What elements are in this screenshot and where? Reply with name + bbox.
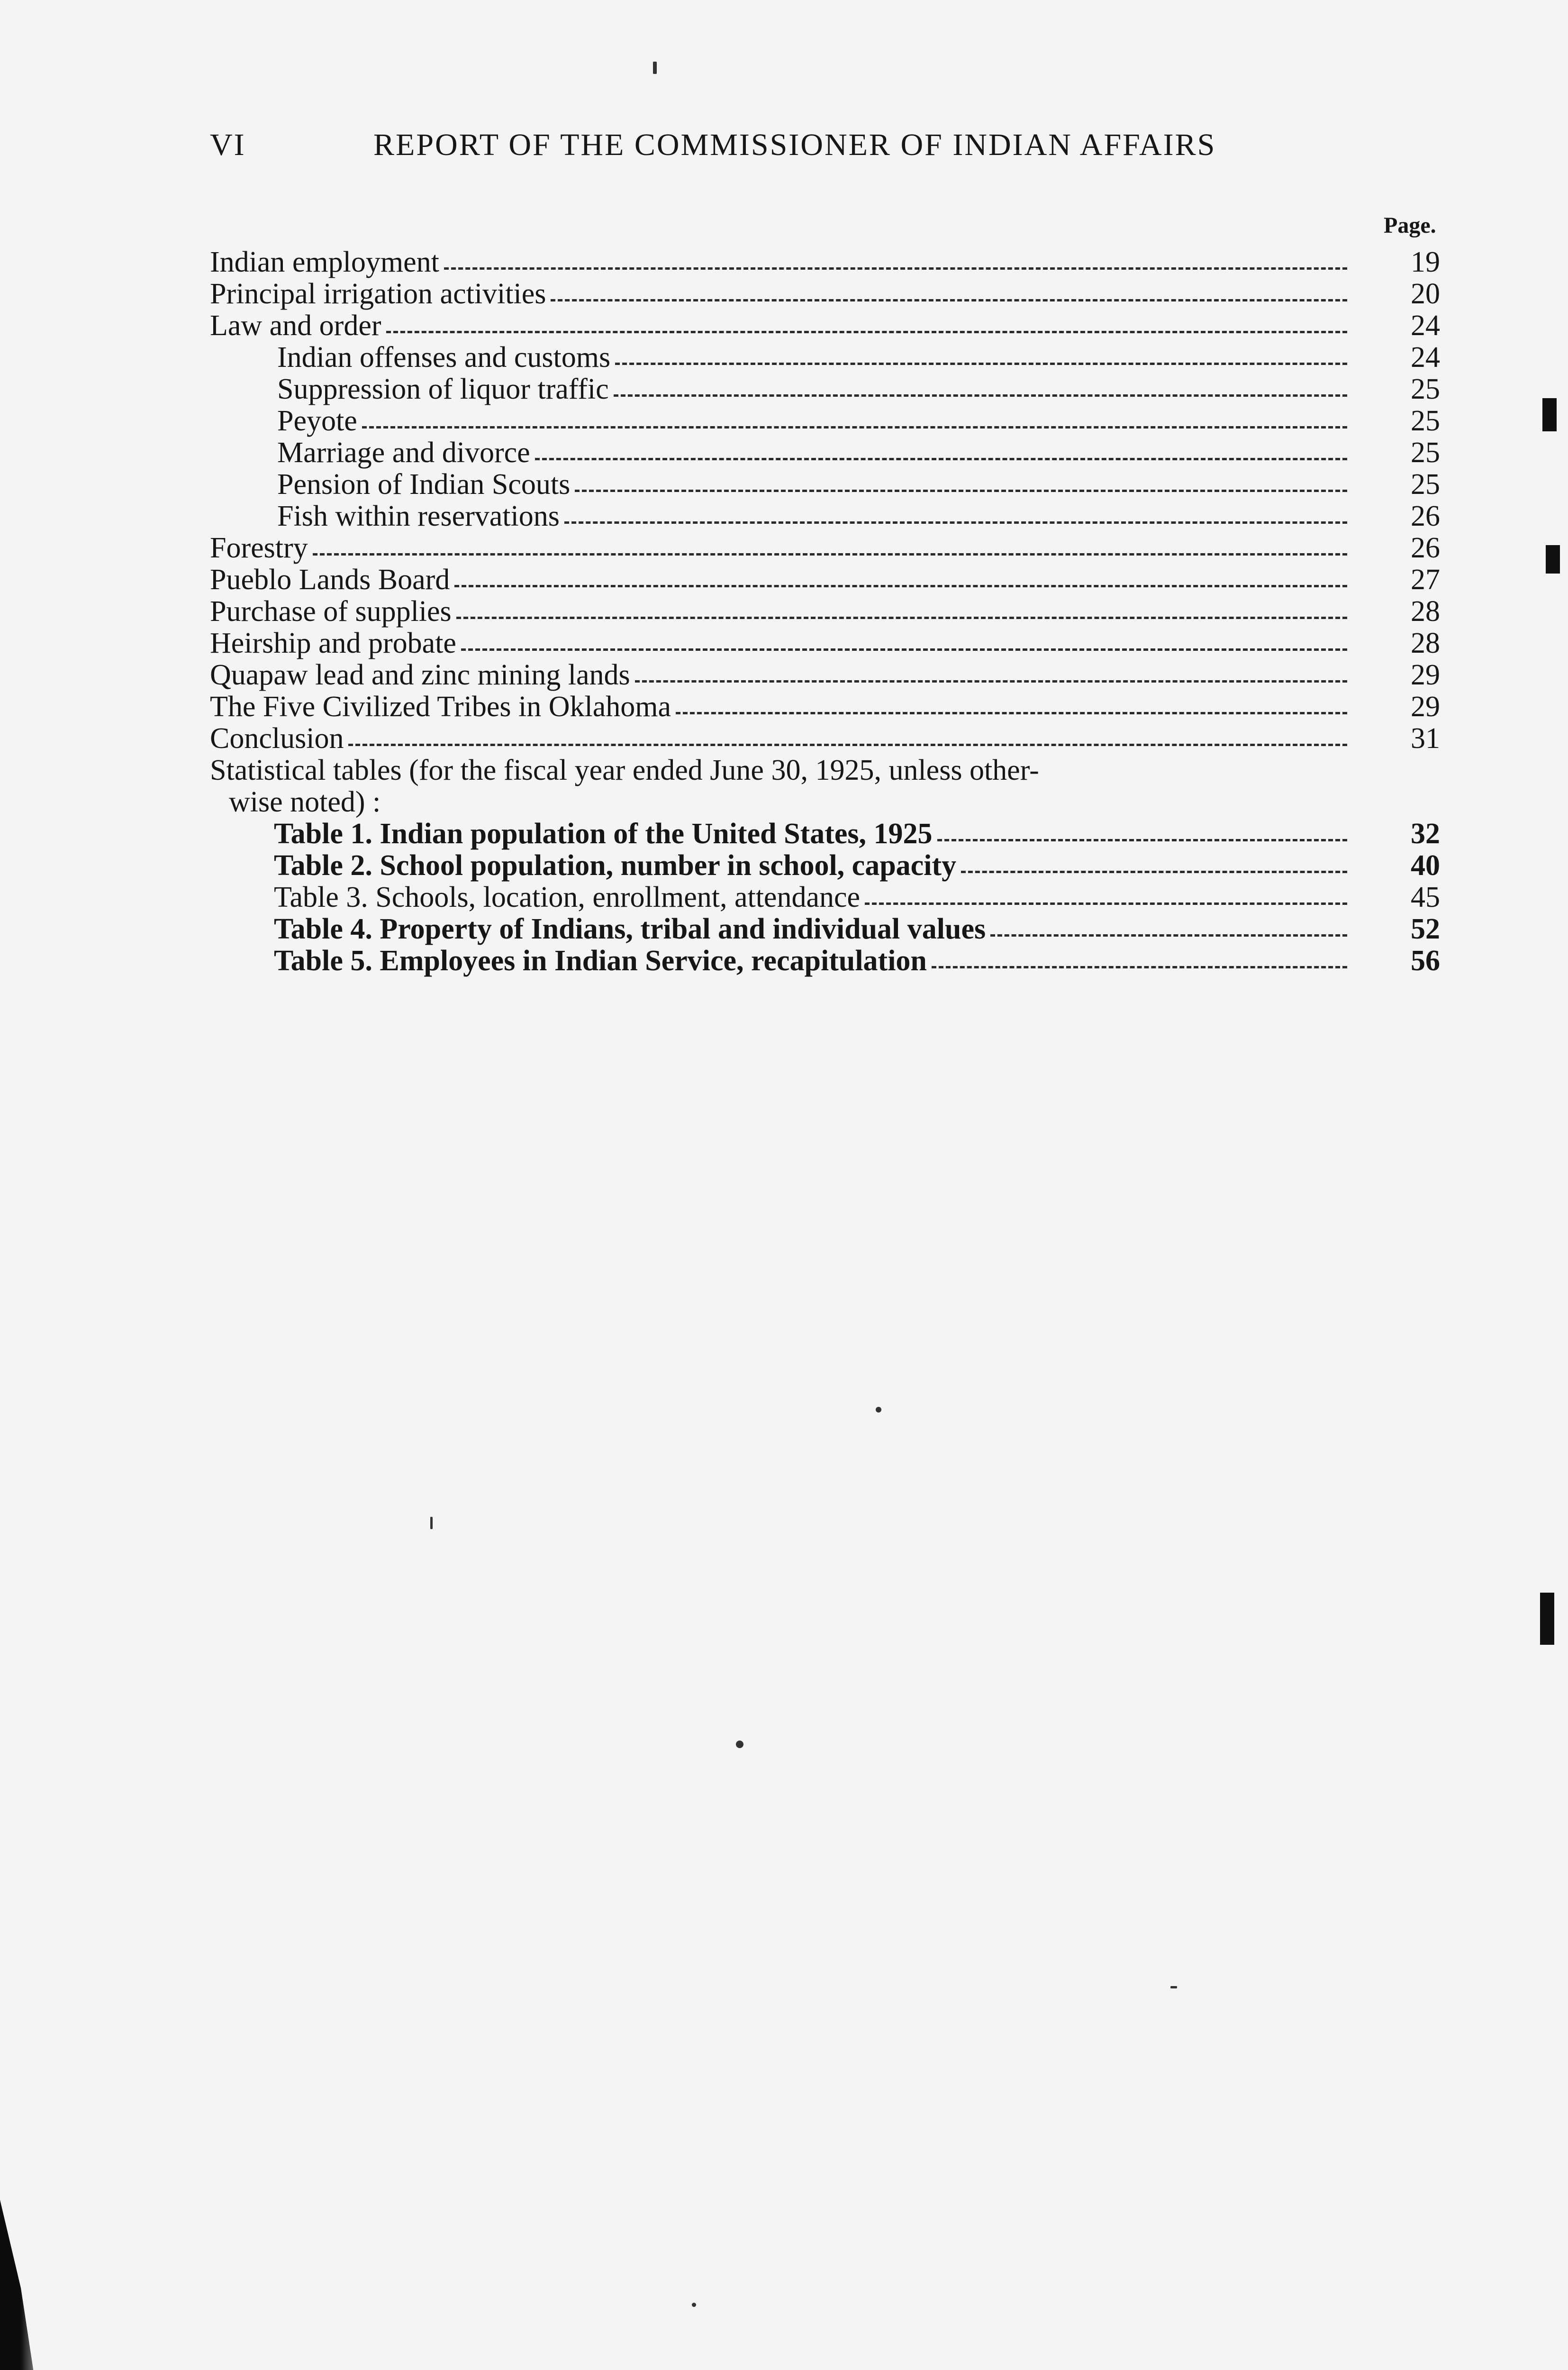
toc-entry-page: 40 (1411, 849, 1440, 882)
dot-leader (551, 299, 1347, 301)
toc-table-entry (210, 882, 1451, 913)
toc-entry-title: Indian employment (210, 246, 441, 278)
toc-entry-page: 25 (1411, 373, 1440, 405)
dot-leader (454, 585, 1347, 587)
dot-leader (386, 331, 1347, 333)
dot-leader (635, 680, 1347, 683)
toc-entry-page: 26 (1411, 500, 1440, 532)
toc-entry-continuation (210, 786, 1451, 818)
toc-entry-page: 31 (1411, 722, 1440, 755)
toc-entry (210, 723, 1451, 755)
toc-entry-title: Conclusion (210, 723, 345, 755)
toc-entry-page: 19 (1411, 246, 1440, 278)
dot-leader (575, 490, 1347, 492)
toc-entry-title: Indian offenses and customs (277, 342, 612, 374)
toc-entry (210, 659, 1451, 691)
toc-entry-title: Quapaw lead and zinc mining lands (210, 659, 632, 691)
toc-entry-page: 24 (1411, 310, 1440, 342)
running-head: REPORT OF THE COMMISSIONER OF INDIAN AFFAIRS (373, 128, 1216, 162)
scan-edge-mark (1542, 398, 1557, 431)
dot-leader (535, 458, 1347, 460)
toc-entry-title: Pueblo Lands Board (210, 564, 452, 596)
toc-entry (210, 532, 1451, 564)
toc-entry-title: Heirship and probate (210, 628, 458, 659)
toc-entry-page: 25 (1411, 405, 1440, 437)
dot-leader (564, 521, 1347, 524)
page-header (210, 127, 1319, 174)
toc-table-entry (210, 818, 1451, 850)
toc-entry-title: wise noted) : (229, 786, 382, 818)
toc-entry-page: 25 (1411, 437, 1440, 469)
toc-entry-page: 29 (1411, 659, 1440, 691)
dot-leader (961, 871, 1347, 873)
dot-leader (313, 553, 1347, 556)
table-of-contents (210, 246, 1451, 977)
dot-leader (614, 394, 1347, 397)
page-column-label: Page. (1384, 213, 1436, 238)
toc-subentry (210, 374, 1451, 405)
toc-subentry (210, 469, 1451, 501)
scan-edge-shadow (0, 2200, 52, 2370)
toc-entry-title: Table 1. Indian population of the United States, 1925 (274, 818, 934, 850)
toc-entry-page: 56 (1411, 945, 1440, 977)
toc-entry-page: 29 (1411, 691, 1440, 723)
toc-entry (210, 310, 1451, 342)
toc-entry-title: Table 4. Property of Indians, tribal and individual values (274, 913, 988, 945)
toc-entry-page: 24 (1411, 341, 1440, 374)
toc-entry (210, 564, 1451, 596)
dot-leader (362, 426, 1347, 428)
toc-subentry (210, 501, 1451, 532)
toc-entry-page: 25 (1411, 468, 1440, 501)
dot-leader (615, 363, 1347, 365)
scan-speck (430, 1517, 433, 1529)
scan-speck (1170, 1986, 1177, 1988)
toc-entry-title: Marriage and divorce (277, 437, 532, 469)
toc-entry-title: Pension of Indian Scouts (277, 469, 572, 501)
scan-speck (653, 62, 657, 74)
toc-entry-page: 45 (1411, 881, 1440, 913)
page-number: VI (210, 128, 246, 162)
toc-entry-title: Table 3. Schools, location, enrollment, attendance (274, 882, 862, 913)
dot-leader (456, 617, 1347, 619)
toc-entry (210, 628, 1451, 659)
dot-leader (865, 902, 1347, 905)
scan-edge-mark (1546, 545, 1560, 574)
toc-entry-title: Law and order (210, 310, 383, 342)
toc-entry-page: 28 (1411, 627, 1440, 659)
toc-entry-title: Statistical tables (for the fiscal year ended June 30, 1925, unless other- (210, 755, 1041, 786)
toc-entry-page: 20 (1411, 278, 1440, 310)
dot-leader (990, 934, 1347, 937)
toc-entry-page: 32 (1411, 818, 1440, 850)
toc-entry-page: 28 (1411, 595, 1440, 628)
toc-entry (210, 691, 1451, 723)
toc-entry-title: The Five Civilized Tribes in Oklahoma (210, 691, 673, 723)
dot-leader (937, 839, 1347, 841)
toc-table-entry (210, 945, 1451, 977)
toc-subentry (210, 437, 1451, 469)
scan-speck (736, 1741, 743, 1748)
toc-entry-page: 26 (1411, 532, 1440, 564)
toc-entry-title: Suppression of liquor traffic (277, 374, 611, 405)
dot-leader (676, 712, 1347, 714)
scan-edge-mark (1540, 1593, 1554, 1645)
toc-entry-title: Fish within reservations (277, 501, 562, 532)
toc-entry-title: Forestry (210, 532, 310, 564)
toc-entry-page: 27 (1411, 564, 1440, 596)
toc-table-entry (210, 913, 1451, 945)
dot-leader (461, 648, 1347, 651)
toc-entry (210, 755, 1451, 786)
toc-subentry (210, 405, 1451, 437)
dot-leader (932, 966, 1347, 968)
dot-leader (348, 744, 1347, 746)
toc-entry-title: Principal irrigation activities (210, 278, 548, 310)
scan-speck (692, 2303, 696, 2307)
scan-speck (876, 1407, 881, 1413)
toc-entry (210, 246, 1451, 278)
toc-entry-title: Table 2. School population, number in school, capacity (274, 850, 958, 882)
toc-entry-title: Purchase of supplies (210, 596, 453, 628)
toc-entry-page: 52 (1411, 913, 1440, 945)
toc-entry-title: Peyote (277, 405, 359, 437)
toc-entry (210, 278, 1451, 310)
toc-table-entry (210, 850, 1451, 882)
toc-entry (210, 596, 1451, 628)
toc-entry-title: Table 5. Employees in Indian Service, recapitulation (274, 945, 929, 977)
dot-leader (444, 267, 1347, 270)
toc-subentry (210, 342, 1451, 374)
